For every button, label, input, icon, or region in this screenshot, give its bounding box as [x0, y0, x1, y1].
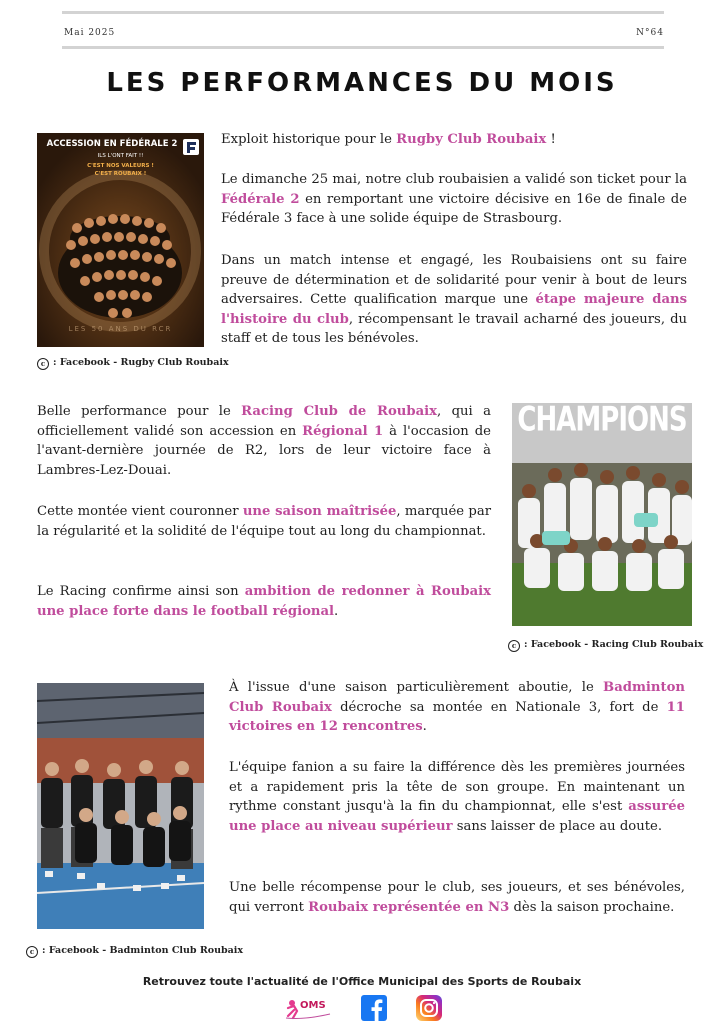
photo-credit: c : Facebook - Badminton Club Roubaix: [26, 945, 243, 958]
header-bottom-rule: [62, 46, 664, 49]
rugby-paragraph: Exploit historique pour le Rugby Club Roubaix !: [221, 132, 556, 147]
badminton-paragraph: Une belle récompense pour le club, ses joueurs, et ses bénévoles, qui verront Roubaix représentée en N3 dès la saison prochaine.: [229, 880, 685, 915]
badminton-team-photo: [37, 683, 204, 929]
header-top-rule: [62, 11, 664, 14]
photo-credit: c : Facebook - Rugby Club Roubaix: [37, 357, 229, 370]
rugby-team-poster: [37, 133, 204, 347]
poster-line: C'EST NOS VALEURS !: [87, 163, 154, 169]
champions-banner-text: CHAMPIONS: [517, 403, 687, 440]
copyright-icon: c: [26, 946, 38, 958]
poster-headline: ACCESSION EN FÉDÉRALE 2: [46, 139, 178, 149]
poster-line: ILS L'ONT FAIT !!: [97, 153, 144, 159]
racing-paragraph: Le Racing confirme ainsi son ambition de redonner à Roubaix une place forte dans le football régional.: [37, 584, 491, 619]
badminton-paragraph: L'équipe fanion a su faire la différence dès les premières journées et a rapidement pris la tête de son groupe. En maintenant un rythme constant jusqu'à la fin du championnat, elle s'est assurée une place au niveau supérieur sans laisser de place au doute.: [229, 760, 685, 834]
oms-logo[interactable]: [284, 996, 334, 1022]
oms-logo-text: OMS: [300, 1000, 326, 1011]
rugby-paragraph: Le dimanche 25 mai, notre club roubaisien a validé son ticket pour la Fédérale 2 en remportant une victoire décisive en 16e de finale de Fédérale 3 face à une solide équipe de Strasbourg.: [221, 172, 687, 226]
poster-line: C'EST ROUBAIX !: [94, 171, 147, 177]
racing-paragraph: Belle performance pour le Racing Club de Roubaix, qui a officiellement validé son accession en Régional 1 à l'occasion de l'avant-dernière journée de R2, lors de leur victoire face à Lambres-Lez-Douai.: [37, 404, 491, 478]
poster-ring-text: LES 50 ANS DU RCR: [68, 325, 173, 333]
instagram-icon[interactable]: [416, 995, 442, 1021]
copyright-icon: c: [508, 640, 520, 652]
copyright-icon: c: [37, 358, 49, 370]
footer-text: Retrouvez toute l'actualité de l'Office Municipal des Sports de Roubaix: [142, 975, 582, 988]
badminton-paragraph: À l'issue d'une saison particulièrement aboutie, le Badminton Club Roubaix décroche sa montée en Nationale 3, fort de 11 victoires en 12 rencontres.: [229, 680, 685, 734]
racing-paragraph: Cette montée vient couronner une saison maîtrisée, marquée par la régularité et la solidité de l'équipe tout au long du championnat.: [37, 504, 491, 539]
racing-team-photo: [512, 403, 692, 626]
issue-number: N°64: [636, 28, 664, 38]
issue-date: Mai 2025: [64, 28, 116, 38]
page-title: LES PERFORMANCES DU MOIS: [106, 68, 618, 98]
photo-credit: c : Facebook - Racing Club Roubaix: [508, 639, 703, 652]
rugby-paragraph: Dans un match intense et engagé, les Roubaisiens ont su faire preuve de détermination et de solidarité pour venir à bout de leurs adversaires. Cette qualification marque une étape majeure dans l'histoire du club, récompensant le travail acharné des joueurs, du staff et de tous les bénévoles.: [221, 253, 688, 346]
facebook-icon[interactable]: [361, 995, 387, 1021]
